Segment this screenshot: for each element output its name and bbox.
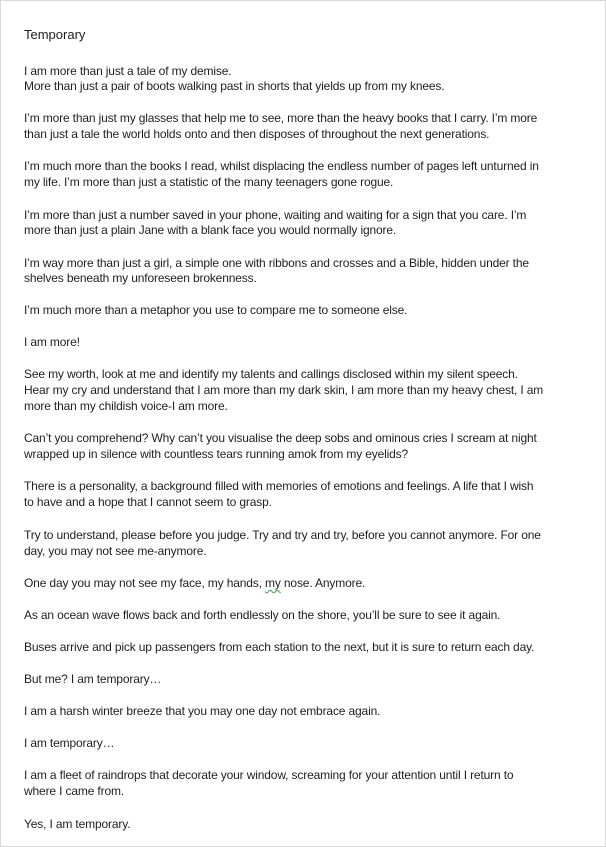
poem-line: I’m more than just my glasses that help me to see, more than the heavy books that I carry. I’m more (24, 111, 538, 125)
poem-line: I am more! (24, 335, 80, 349)
poem-line: But me? I am temporary… (24, 672, 162, 686)
poem-line: There is a personality, a background filled with memories of emotions and feelings. A life that I wish (24, 479, 534, 493)
poem-line: shelves beneath my unforeseen brokenness. (24, 271, 257, 285)
poem-line: Buses arrive and pick up passengers from each station to the next, but it is sure to return each day. (24, 640, 535, 654)
poem-line: where I came from. (24, 784, 124, 798)
poem-line-text: One day you may not see my face, my hands, (24, 576, 266, 590)
poem-line: to have and a hope that I cannot seem to grasp. (24, 495, 272, 509)
poem-line: wrapped up in silence with countless tears running amok from my eyelids? (24, 447, 409, 461)
poem-line: more than just a plain Jane with a blank face you would normally ignore. (24, 223, 397, 237)
poem-line: I am a harsh winter breeze that you may one day not embrace again. (24, 704, 381, 718)
poem-line: Hear my cry and understand that I am more than my dark skin, I am more than my heavy chest, I am (24, 383, 544, 397)
poem-line: Yes, I am temporary. (24, 817, 131, 831)
document-title: Temporary (24, 27, 86, 42)
poem-line (24, 576, 365, 591)
poem-line: more than my childish voice-I am more. (24, 399, 228, 413)
poem-line: More than just a pair of boots walking past in shorts that yields up from my knees. (24, 79, 445, 93)
poem-line: Try to understand, please before you judge. Try and try and try, before you cannot anymore. For one (24, 528, 541, 542)
poem-line-text: nose. Anymore. (280, 576, 366, 590)
poem-line: I am more than just a tale of my demise. (24, 64, 232, 78)
poem-line: day, you may not see me-anymore. (24, 544, 207, 558)
poem-line: I’m way more than just a girl, a simple one with ribbons and crosses and a Bible, hidden under the (24, 256, 529, 270)
poem-line: than just a tale the world holds onto and then disposes of throughout the next generations. (24, 127, 490, 141)
poem-line: I’m much more than a metaphor you use to compare me to someone else. (24, 303, 408, 317)
spellcheck-flagged-word[interactable]: my (265, 576, 281, 590)
poem-line: I’m more than just a number saved in your phone, waiting and waiting for a sign that you care. I’m (24, 208, 527, 222)
poem-line: I am temporary… (24, 736, 115, 750)
poem-line: See my worth, look at me and identify my talents and callings disclosed within my silent speech. (24, 367, 518, 381)
poem-line: my life. I’m more than just a statistic of the many teenagers gone rogue. (24, 175, 394, 189)
poem-line: I’m much more than the books I read, whilst displacing the endless number of pages left unturned in (24, 159, 539, 173)
poem-line: I am a fleet of raindrops that decorate your window, screaming for your attention until I return to (24, 768, 514, 782)
poem-line: As an ocean wave flows back and forth endlessly on the shore, you’ll be sure to see it again. (24, 608, 501, 622)
poem-line: Can’t you comprehend? Why can’t you visualise the deep sobs and ominous cries I scream at night (24, 431, 537, 445)
